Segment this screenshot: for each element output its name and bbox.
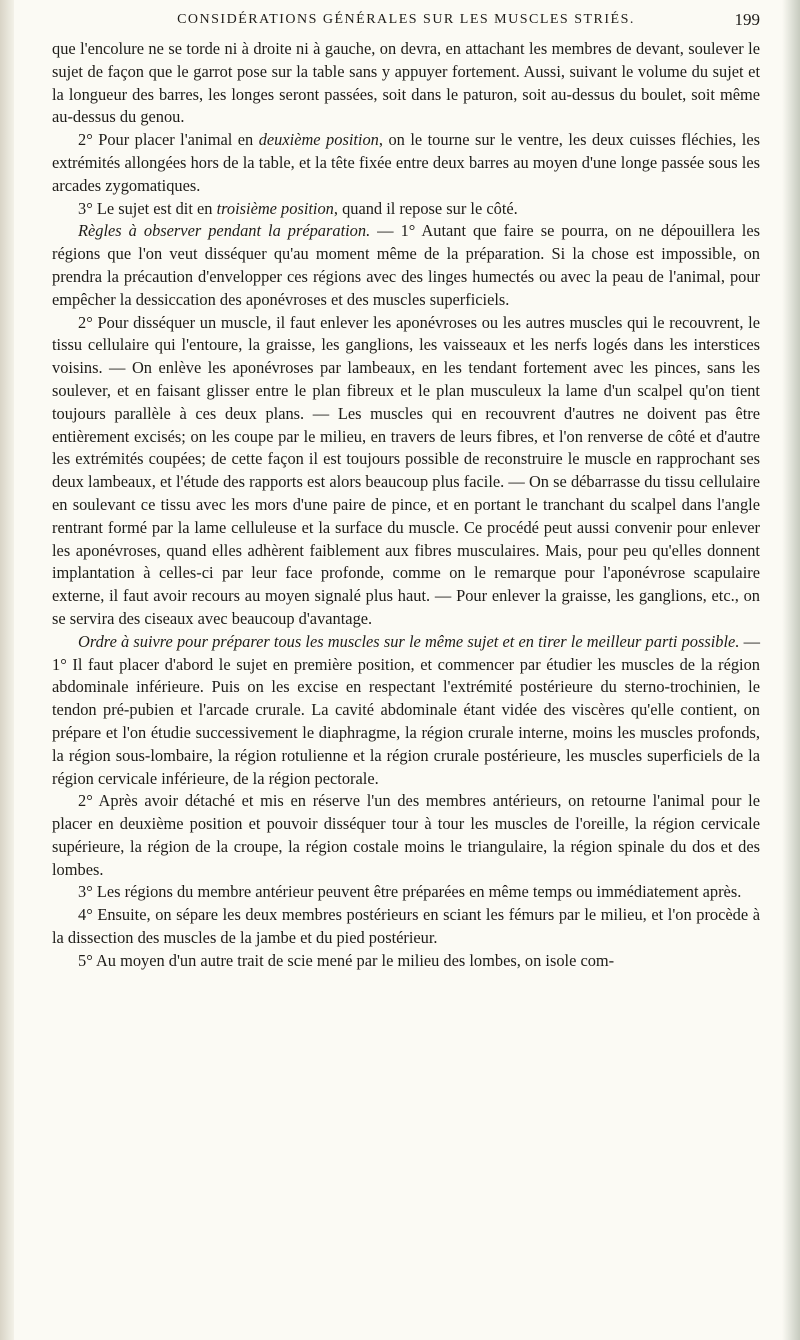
page-spine-shadow — [0, 0, 14, 1340]
body-text — [52, 38, 760, 973]
paragraph: 3° Les régions du membre antérieur peuvent être préparées en même temps ou immédiatement après. — [78, 882, 742, 902]
book-page — [52, 8, 760, 1328]
paragraph: 2° Pour disséquer un muscle, il faut enlever les aponévroses ou les autres muscles qui le recouvrent, le tissu cellulaire qui l'entoure, la graisse, les ganglions, les vaisseaux et les nerfs logés dans les interstices voisins. — On enlève les aponévroses par lambeaux, en les tendant fortement avec les pinces, sans les soulever, et en faisant glisser entre le plan fibreux et le plan musculeux la lame d'un scalpel qu'on tient toujours parallèle à ces deux plans. — Les muscles qui en recouvrent d'autres ne doivent pas être entièrement excisés; on les coupe par le milieu, en travers de leurs fibres, et l'on renverse de côté et d'autre les extrémités coupées; de cette façon il est toujours possible de reconstruire le muscle en rapprochant ses deux lambeaux, et l'étude des rapports est alors beaucoup plus facile. — On se débarrasse du tissu cellulaire en soulevant ce tissu avec les mors d'une paire de pince, et en portant le tranchant du scalpel dans l'angle rentrant formé par la lame celluleuse et la surface du muscle. Ce procédé peut aussi convenir pour enlever les aponévroses, quand elles adhèrent faiblement aux fibres musculaires. Mais, pour peu qu'elles donnent implantation à celles-ci par leur face profonde, comme on le remarque pour l'aponévrose scapulaire externe, il faut avoir recours au moyen signalé plus haut. — Pour enlever la graisse, les ganglions, etc., on se servira des ciseaux avec beaucoup d'avantage. — [52, 312, 760, 628]
page-number: 199 — [734, 10, 760, 29]
page-edge-shadow — [782, 0, 800, 1340]
paragraph: Ordre à suivre pour préparer tous les muscles sur le même sujet et en tirer le meilleur parti possible. — 1° Il faut placer d'abord le sujet en première position, et commencer par étudier les muscles de la région abdominale inférieure. Puis on les excise en respectant l'extrémité postérieure du sterno-trochinien, le tendon pré-pubien et l'arcade crurale. La cavité abdominale étant vidée des viscères qu'elle contient, on prépare et l'on étudie successivement le diaphragme, la région crurale interne, moins les muscles profonds, la région sous-lombaire, la région rotulienne et la région crurale postérieure, les muscles superficiels de la région cervicale inférieure, de la région pectorale. — [52, 631, 760, 788]
running-title: CONSIDÉRATIONS GÉNÉRALES SUR LES MUSCLES STRIÉS. — [177, 12, 635, 27]
paragraph: que l'encolure ne se torde ni à droite ni à gauche, on devra, en attachant les membres de devant, soulever le sujet de façon que le garrot pose sur la table sans y appuyer fortement. Aussi, suivant le volume du sujet et la longueur des barres, les longes seront passées, soit dans le paturon, soit au-dessus du boulet, soit même au-dessus du genou. — [52, 39, 760, 127]
page-header — [52, 8, 760, 38]
paragraph: 2° Après avoir détaché et mis en réserve l'un des membres antérieurs, on retourne l'animal pour le placer en deuxième position et pouvoir disséquer tour à tour les muscles de l'oreille, la région cervicale supérieure, la région de la croupe, la région costale moins le triangulaire, la région spinale du dos et des lombes. — [52, 791, 760, 879]
paragraph: 3° Le sujet est dit en troisième position, quand il repose sur le côté. — [78, 198, 518, 218]
paragraph: Règles à observer pendant la préparation. — 1° Autant que faire se pourra, on ne dépouillera les régions que l'on veut disséquer qu'au moment même de la préparation. Si la chose est impossible, on prendra la précaution d'envelopper ces régions avec des linges humectés ou avec la peau de l'animal, pour empêcher la dessiccation des aponévroses et des muscles superficiels. — [52, 221, 760, 309]
paragraph: 4° Ensuite, on sépare les deux membres postérieurs en sciant les fémurs par le milieu, et l'on procède à la dissection des muscles de la jambe et du pied postérieur. — [52, 905, 760, 948]
paragraph: 2° Pour placer l'animal en deuxième position, on le tourne sur le ventre, les deux cuisses fléchies, les extrémités allongées hors de la table, et la tête fixée entre deux barres au moyen d'une longe passée sous les arcades zygomatiques. — [52, 130, 760, 195]
paragraph: 5° Au moyen d'un autre trait de scie mené par le milieu des lombes, on isole com- — [78, 950, 615, 970]
